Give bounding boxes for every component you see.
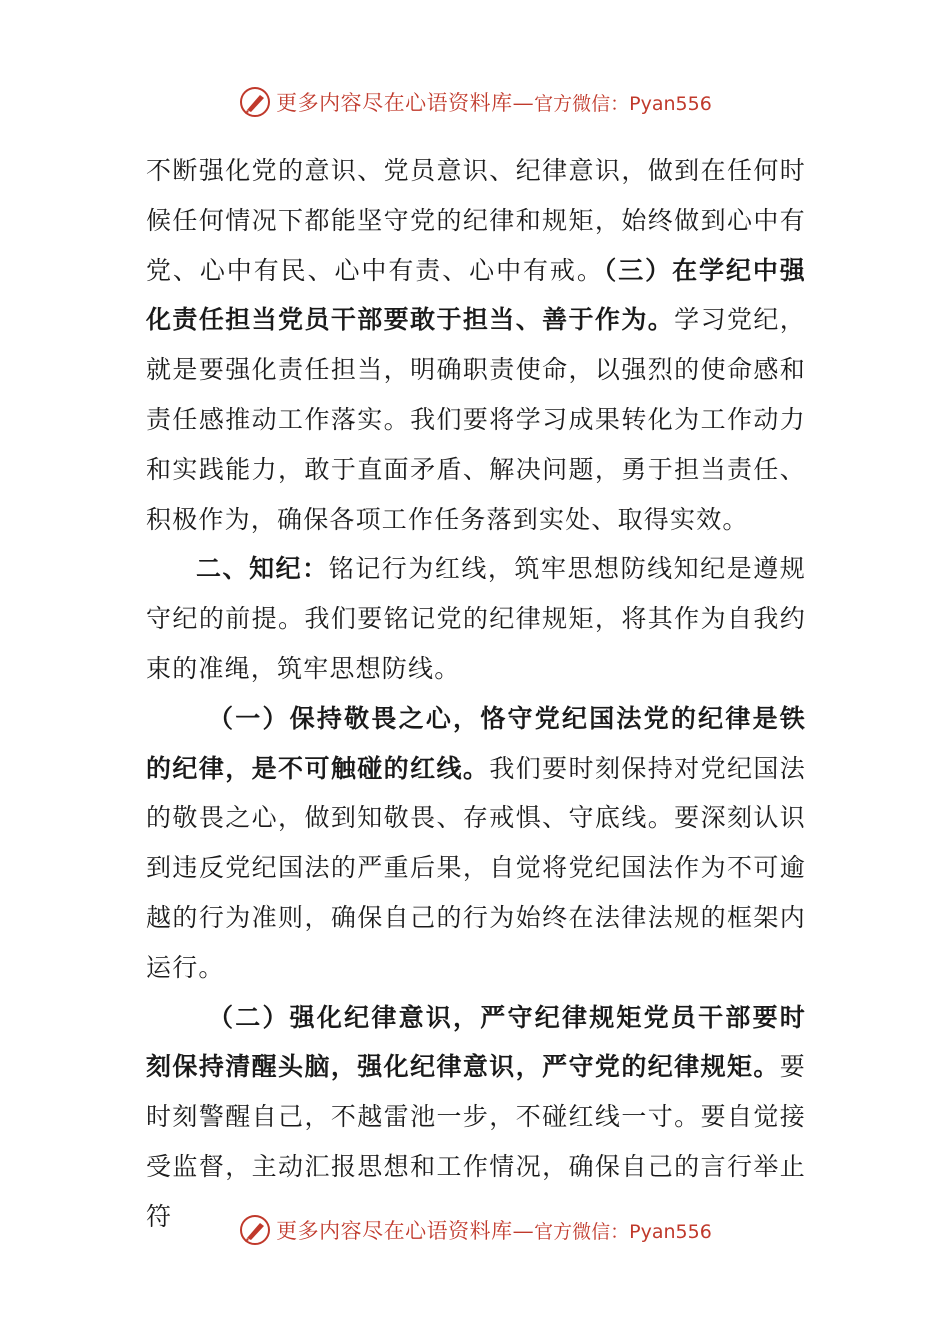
paragraph-text: 我们要时刻保持对党纪国法的敬畏之心，做到知敬畏、存戒惧、守底线。要深刻认识到违反党纪国法的严重后果，自觉将党纪国法作为不可逾越的行为准则，确保自己的行为始终在法律法规的框架内运行。 <box>146 753 806 982</box>
section-heading-2: 二、知纪： <box>196 554 329 584</box>
footer-banner <box>0 1210 950 1250</box>
subsection-heading-1: （一）保持敬畏之心，恪守党纪国法党的纪律是铁的纪律，是不可触碰的红线。 <box>146 703 806 783</box>
document-body <box>146 146 806 1242</box>
header-banner <box>0 82 950 122</box>
paragraph-text: 要时刻警醒自己，不越雷池一步，不碰红线一寸。要自觉接受监督，主动汇报思想和工作情况，确保自己的言行举止符 <box>146 1052 806 1231</box>
paragraph-2 <box>146 544 806 693</box>
pen-logo-icon <box>238 1213 272 1247</box>
banner-wechat: 官方微信：Pyan556 <box>534 92 712 115</box>
pen-logo-icon <box>238 85 272 119</box>
paragraph-text: 铭记行为红线，筑牢思想防线知纪是遵规守纪的前提。我们要铭记党的纪律规矩，将其作为自我约束的准绳，筑牢思想防线。 <box>146 554 806 683</box>
paragraph-text: 不断强化党的意识、党员意识、纪律意识，做到在任何时候任何情况下都能坚守党的纪律和规矩，始终做到心中有党、心中有民、心中有责、心中有戒。 <box>146 156 806 285</box>
paragraph-3 <box>146 694 806 993</box>
banner-wechat: 官方微信：Pyan556 <box>534 1220 712 1243</box>
banner-text: 更多内容尽在心语资料库— <box>276 91 535 115</box>
subsection-heading-2: （二）强化纪律意识，严守纪律规矩党员干部要时刻保持清醒头脑，强化纪律意识，严守党的纪律规矩。 <box>146 1002 806 1082</box>
paragraph-text: 学习党纪，就是要强化责任担当，明确职责使命，以强烈的使命感和责任感推动工作落实。我们要将学习成果转化为工作动力和实践能力，敢于直面矛盾、解决问题，勇于担当责任、积极作为，确保各项工作任务落到实处、取得实效。 <box>146 305 806 534</box>
paragraph-4 <box>146 993 806 1242</box>
paragraph-1 <box>146 146 806 544</box>
banner-text: 更多内容尽在心语资料库— <box>276 1219 535 1243</box>
section-heading-3: （三）在学纪中强化责任担当党员干部要敢于担当、善于作为。 <box>146 255 806 335</box>
